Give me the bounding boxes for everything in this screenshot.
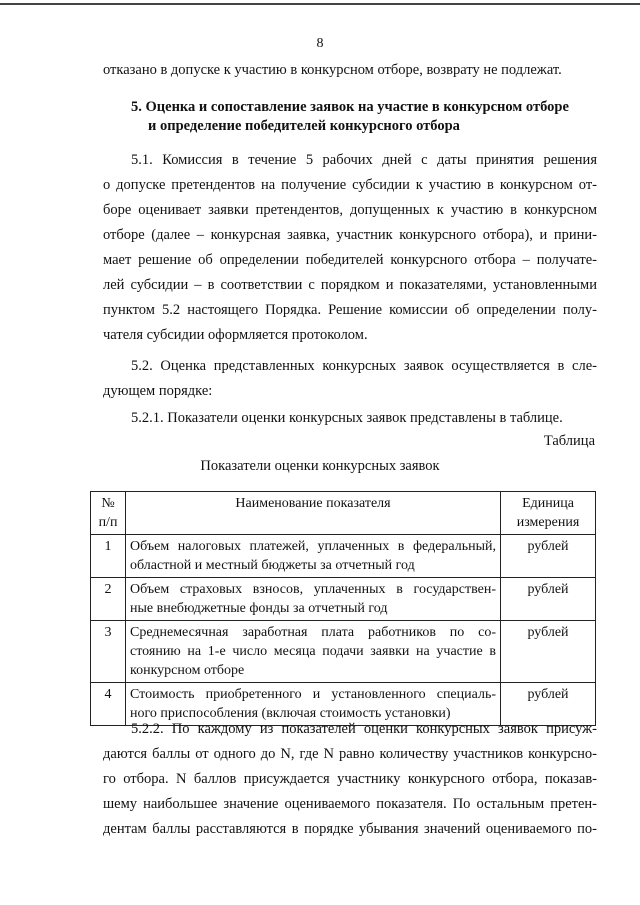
table-row bbox=[91, 535, 596, 578]
table-header-row bbox=[91, 492, 596, 535]
row-number: 3 bbox=[91, 621, 126, 683]
row-unit: рублей bbox=[501, 683, 596, 726]
header-unit: Единица измерения bbox=[501, 492, 596, 535]
paragraph-5-1-line: 5.1. Комиссия в течение 5 рабочих дней с даты принятия решения bbox=[131, 152, 597, 168]
paragraph-5-1-line: о допуске претендентов на получение субсидии к участию в конкурсном от- bbox=[103, 177, 597, 193]
header-indicator-name: Наименование показателя bbox=[126, 492, 501, 535]
row-indicator-name: Объем страховых взносов, уплаченных в государствен- ные внебюджетные фонды за отчетный год bbox=[126, 578, 501, 621]
paragraph-5-1-line: мает решение об определении победителей конкурсного отбора – получате- bbox=[103, 252, 597, 268]
paragraph-5-1-line: боре оценивает заявки претендентов, допущенных к участию в конкурсном bbox=[103, 202, 597, 218]
row-number: 4 bbox=[91, 683, 126, 726]
paragraph-5-2-line: 5.2. Оценка представленных конкурсных заявок осуществляется в сле- bbox=[131, 358, 597, 374]
row-unit: рублей bbox=[501, 621, 596, 683]
paragraph-5-2-1: 5.2.1. Показатели оценки конкурсных заявок представлены в таблице. bbox=[131, 410, 563, 426]
table-row bbox=[91, 578, 596, 621]
paragraph-5-2-2-line: шему наибольшее значение оцениваемого показателя. По остальным претен- bbox=[103, 796, 597, 812]
paragraph-5-2-2-line: даются баллы от одного до N, где N равно количеству участников конкурсно- bbox=[103, 746, 597, 762]
row-indicator-name: Стоимость приобретенного и установленного специаль- ного приспособления (включая стоимость установки) bbox=[126, 683, 501, 726]
row-number: 1 bbox=[91, 535, 126, 578]
paragraph-5-2-line: дующем порядке: bbox=[103, 383, 213, 399]
paragraph-5-1-line: пунктом 5.2 настоящего Порядка. Решение комиссии об определении полу- bbox=[103, 302, 597, 318]
section-heading-line1: 5. Оценка и сопоставление заявок на участие в конкурсном отборе bbox=[131, 99, 569, 115]
table-label: Таблица bbox=[543, 433, 595, 449]
row-unit: рублей bbox=[501, 535, 596, 578]
row-indicator-name: Объем налоговых платежей, уплаченных в федеральный, областной и местный бюджеты за отчетный год bbox=[126, 535, 501, 578]
row-unit: рублей bbox=[501, 578, 596, 621]
header-number: № п/п bbox=[91, 492, 126, 535]
row-number: 2 bbox=[91, 578, 126, 621]
table-caption: Показатели оценки конкурсных заявок bbox=[200, 458, 440, 474]
section-heading-line2: и определение победителей конкурсного отбора bbox=[148, 118, 460, 134]
intro-line: отказано в допуске к участию в конкурсном отборе, возврату не подлежат. bbox=[103, 62, 562, 78]
paragraph-5-1-line: отборе (далее – конкурсная заявка, участник конкурсного отбора), и прини- bbox=[103, 227, 597, 243]
paragraph-5-2-2-line: дентам баллы расставляются в порядке убывания значений оцениваемого по- bbox=[103, 821, 597, 837]
page-number: 8 bbox=[316, 36, 324, 51]
paragraph-5-1-line: лей субсидии – в соответствии с порядком и показателями, установленными bbox=[103, 277, 597, 293]
paragraph-5-2-2-line: го отбора. N баллов присуждается участнику конкурсного отбора, показав- bbox=[103, 771, 597, 787]
table-row bbox=[91, 621, 596, 683]
indicators-table bbox=[90, 491, 596, 726]
row-indicator-name: Среднемесячная заработная плата работников по со- стоянию на 1-е число месяца подачи заявки на участие в конкурсном отборе bbox=[126, 621, 501, 683]
paragraph-5-1-line: чателя субсидии оформляется протоколом. bbox=[103, 327, 368, 343]
page-top-border bbox=[0, 3, 640, 5]
paragraph-5-2-2-line: 5.2.2. По каждому из показателей оценки конкурсных заявок присуж- bbox=[131, 721, 597, 737]
